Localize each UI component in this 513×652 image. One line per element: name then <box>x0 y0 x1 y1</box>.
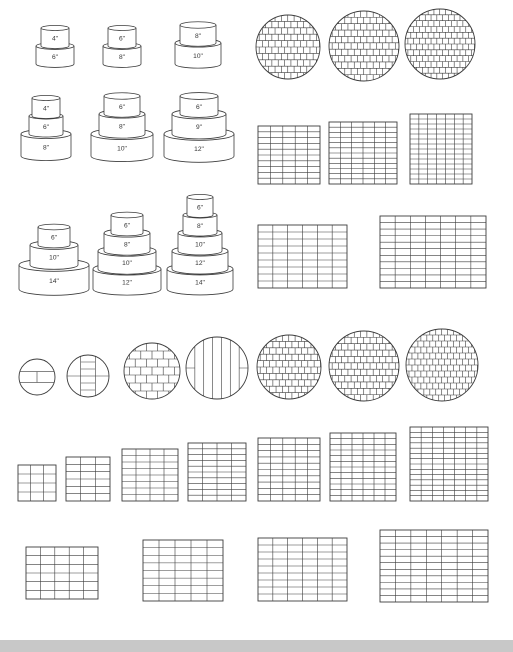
tier-size-label: 12" <box>195 260 205 268</box>
round-cutting-guide <box>19 359 55 395</box>
tier-size-label: 6" <box>196 204 204 212</box>
tier-size-label: 4" <box>42 105 50 113</box>
round-cutting-guide <box>67 355 109 397</box>
cake-tier <box>180 22 216 46</box>
tier-size-label: 6" <box>51 54 59 62</box>
square-cutting-guide <box>410 427 488 501</box>
tier-size-label: 9" <box>195 123 203 131</box>
tier-size-label: 8" <box>194 32 202 40</box>
cake-tier <box>38 224 70 248</box>
tier-size-label: 8" <box>196 222 204 230</box>
cake-tier <box>32 95 60 118</box>
tier-size-label: 10" <box>117 145 127 153</box>
round-cutting-guide <box>323 331 399 401</box>
cake-tier <box>108 25 136 48</box>
square-cutting-guide <box>330 433 396 501</box>
tier-size-label: 4" <box>51 35 59 43</box>
square-cutting-guide <box>258 126 320 184</box>
cake-tier <box>180 93 218 118</box>
round-cutting-guide <box>399 9 475 79</box>
round-cutting-guide <box>124 343 180 399</box>
tiered-cake <box>175 22 221 68</box>
square-cutting-guide <box>188 443 246 501</box>
tier-size-label: 12" <box>194 145 204 153</box>
tier-size-label: 6" <box>50 234 58 242</box>
tier-size-label: 8" <box>123 241 131 249</box>
tier-size-label: 6" <box>123 222 131 230</box>
bottom-bar <box>0 640 513 652</box>
tier-size-label: 10" <box>122 260 132 268</box>
tiered-cake <box>93 212 161 295</box>
square-cutting-guide <box>329 122 397 184</box>
tier-size-label: 8" <box>118 54 126 62</box>
sheet-cutting-guide <box>26 547 98 599</box>
round-cutting-guide <box>186 337 248 399</box>
round-cutting-guide <box>323 11 399 81</box>
sheet-cutting-guide <box>258 225 347 288</box>
tiered-cake <box>164 93 234 163</box>
sheet-cutting-guide <box>380 530 488 602</box>
tiered-cake <box>21 95 71 160</box>
tier-size-label: 6" <box>195 104 203 112</box>
tier-size-label: 10" <box>193 52 203 60</box>
tiered-cake <box>36 25 74 67</box>
tier-size-label: 6" <box>42 123 50 131</box>
sheet-cutting-guide <box>258 538 347 601</box>
round-cutting-guide <box>250 15 320 79</box>
round-cutting-guide <box>400 329 478 401</box>
tier-size-label: 6" <box>118 103 126 111</box>
cake-tier <box>41 25 69 48</box>
cake-tier <box>111 212 143 236</box>
square-cutting-guide <box>18 465 56 501</box>
square-cutting-guide <box>258 438 320 501</box>
square-cutting-guide <box>122 449 178 501</box>
tier-size-label: 14" <box>49 277 59 285</box>
tier-size-label: 8" <box>42 144 50 152</box>
cake-tier <box>187 195 213 218</box>
tier-size-label: 10" <box>195 241 205 249</box>
sheet-cutting-guide <box>380 216 486 288</box>
round-cutting-guide <box>251 335 321 399</box>
tier-size-label: 8" <box>118 123 126 131</box>
sheet-cutting-guide <box>143 540 223 601</box>
tiered-cake <box>167 195 233 295</box>
tiered-cake <box>91 93 153 162</box>
tier-size-label: 14" <box>195 279 205 287</box>
tier-size-label: 6" <box>118 35 126 43</box>
tiered-cake <box>103 25 141 67</box>
tier-size-label: 12" <box>122 279 132 287</box>
tier-size-label: 10" <box>49 254 59 262</box>
tiered-cake <box>19 224 89 295</box>
square-cutting-guide <box>66 457 110 501</box>
cake-tier <box>104 93 140 117</box>
square-cutting-guide <box>410 114 472 184</box>
